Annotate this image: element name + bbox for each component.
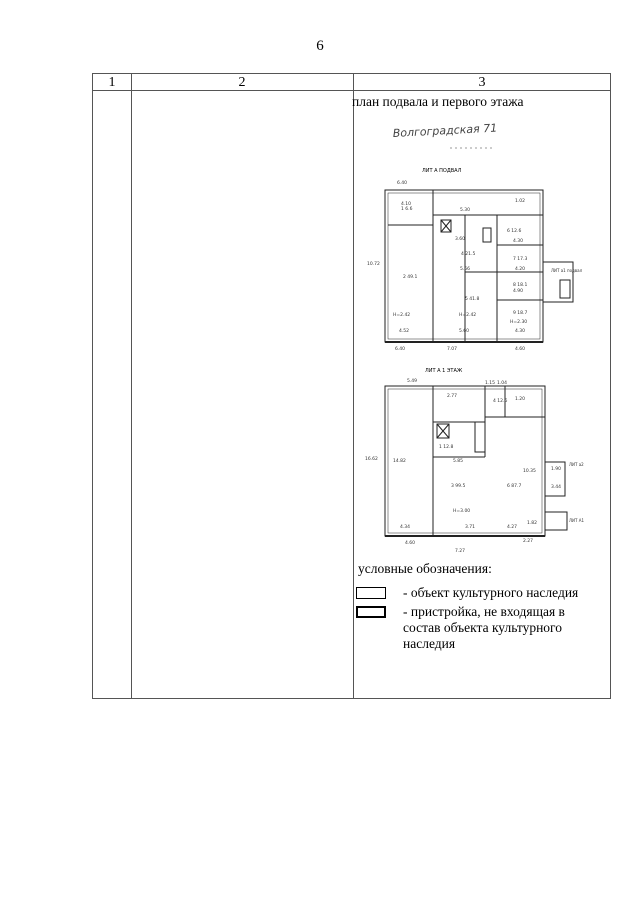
svg-text:10.72: 10.72 <box>367 262 380 267</box>
svg-text:3 99.5: 3 99.5 <box>451 484 466 489</box>
svg-text:3.44: 3.44 <box>551 485 562 490</box>
legend-swatch-thick <box>356 606 386 618</box>
svg-text:6.40: 6.40 <box>395 347 406 352</box>
svg-text:4.34: 4.34 <box>400 525 411 530</box>
svg-text:2 49.1: 2 49.1 <box>403 275 418 280</box>
col-header-1: 1 <box>108 75 116 90</box>
col-header-2: 2 <box>238 75 246 90</box>
svg-text:4.30: 4.30 <box>513 239 524 244</box>
svg-text:H=2.42: H=2.42 <box>459 313 477 318</box>
svg-text:2.27: 2.27 <box>523 539 534 544</box>
col-divider-2 <box>353 74 354 698</box>
svg-text:16.62: 16.62 <box>365 457 378 462</box>
svg-text:5.49: 5.49 <box>407 379 418 384</box>
svg-text:1.20: 1.20 <box>515 397 526 402</box>
legend-item-annex-text: - пристройка, не входящая в состав объекта культурного наследия <box>403 604 565 651</box>
basement-floor-plan <box>355 120 600 358</box>
plan-caption: план подвала и первого этажа <box>352 94 524 109</box>
svg-text:4.27: 4.27 <box>507 525 518 530</box>
basement-title: ЛИТ А ПОДВАЛ <box>422 168 462 174</box>
legend-title: условные обозначения: <box>358 561 492 576</box>
svg-text:ЛИТ а1 подвал: ЛИТ а1 подвал <box>551 268 583 273</box>
col-header-3: 3 <box>478 75 486 90</box>
ground-floor-title: ЛИТ А 1 ЭТАЖ <box>425 368 463 374</box>
svg-text:1 6.6: 1 6.6 <box>401 207 413 212</box>
svg-text:4.20: 4.20 <box>515 267 526 272</box>
svg-text:5.60: 5.60 <box>459 329 470 334</box>
svg-text:5 41.8: 5 41.8 <box>465 297 480 302</box>
svg-text:1.15: 1.15 <box>485 381 496 386</box>
svg-text:H=3.00: H=3.00 <box>453 509 471 514</box>
svg-text:3.71: 3.71 <box>465 525 476 530</box>
svg-text:8 18.1: 8 18.1 <box>513 283 528 288</box>
svg-text:6.40: 6.40 <box>397 181 408 186</box>
svg-text:7.07: 7.07 <box>447 347 458 352</box>
svg-text:4.10: 4.10 <box>401 202 412 207</box>
svg-text:3.60: 3.60 <box>455 237 466 242</box>
svg-text:H=2.42: H=2.42 <box>393 313 411 318</box>
svg-text:4.30: 4.30 <box>515 329 526 334</box>
svg-text:1.04: 1.04 <box>497 381 508 386</box>
col-divider-1 <box>131 74 132 698</box>
svg-text:2.77: 2.77 <box>447 394 458 399</box>
svg-text:7.27: 7.27 <box>455 549 466 554</box>
svg-text:4.60: 4.60 <box>515 347 526 352</box>
legend-item-heritage: - объект культурного наследия <box>403 585 579 600</box>
svg-text:6 12.6: 6 12.6 <box>507 229 522 234</box>
svg-text:10.35: 10.35 <box>523 469 536 474</box>
svg-text:1.82: 1.82 <box>527 521 538 526</box>
svg-text:4.52: 4.52 <box>399 329 410 334</box>
svg-text:7 17.3: 7 17.3 <box>513 257 528 262</box>
svg-text:4.90: 4.90 <box>513 289 524 294</box>
handwritten-address: Волгоградская 71 <box>392 121 498 140</box>
legend-item-annex <box>403 604 603 652</box>
svg-text:14.82: 14.82 <box>393 459 406 464</box>
svg-text:5.85: 5.85 <box>453 459 464 464</box>
svg-text:1.90: 1.90 <box>551 467 562 472</box>
svg-text:ЛИТ а2: ЛИТ а2 <box>569 462 584 467</box>
svg-text:ЛИТ А1: ЛИТ А1 <box>569 518 584 523</box>
svg-text:H=2.30: H=2.30 <box>510 320 528 325</box>
svg-text:1 12.8: 1 12.8 <box>439 445 454 450</box>
ground-floor-plan <box>355 362 600 554</box>
svg-text:5.66: 5.66 <box>460 267 471 272</box>
svg-text:5.30: 5.30 <box>460 208 471 213</box>
svg-text:6 87.7: 6 87.7 <box>507 484 522 489</box>
svg-text:4.60: 4.60 <box>405 541 416 546</box>
svg-text:4 12.6: 4 12.6 <box>493 399 508 404</box>
page-number: 6 <box>316 38 324 54</box>
svg-text:1.02: 1.02 <box>515 199 526 204</box>
svg-text:9 18.7: 9 18.7 <box>513 311 528 316</box>
svg-text:4 21.5: 4 21.5 <box>461 252 476 257</box>
legend-swatch-thin <box>356 587 386 599</box>
